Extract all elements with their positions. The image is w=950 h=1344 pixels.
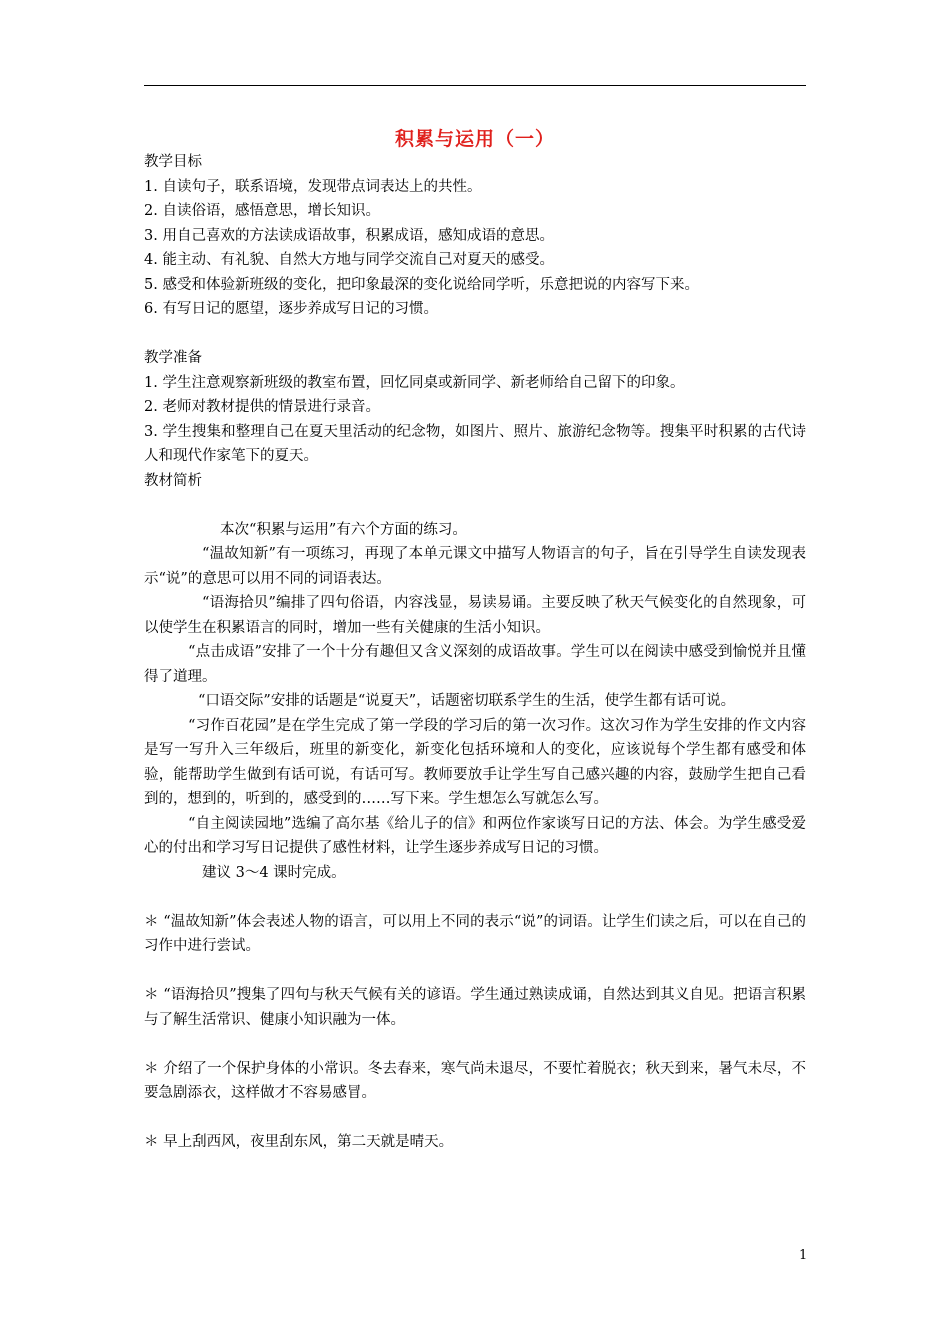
preparation-heading: 教学准备 (144, 350, 202, 366)
analysis-paragraph: “语海拾贝”编排了四句俗语，内容浅显，易读易诵。主要反映了秋天气候变化的自然现象，可以使学生在积累语言的同时，增加一些有关健康的生活小知识。 (144, 595, 806, 636)
preparation-item: 3. 学生搜集和整理自己在夏天里活动的纪念物，如图片、照片、旅游纪念物等。搜集平时积累的古代诗人和现代作家笔下的夏天。 (144, 423, 806, 464)
objective-item: 5. 感受和体验新班级的变化，把印象最深的变化说给同学听，乐意把说的内容写下来。 (144, 276, 699, 293)
analysis-paragraph: “自主阅读园地”选编了高尔基《给儿子的信》和两位作家谈写日记的方法、体会。为学生感受爱心的付出和学习写日记提供了感性材料，让学生逐步养成写日记的习惯。 (144, 815, 806, 856)
objective-item: 4. 能主动、有礼貌、自然大方地与同学交流自己对夏天的感受。 (144, 252, 554, 268)
analysis-paragraph: 本次“积累与运用”有六个方面的练习。 (220, 521, 467, 538)
analysis-paragraph: 建议 3～4 课时完成。 (202, 864, 346, 881)
analysis-paragraph: “温故知新”有一项练习，再现了本单元课文中描写人物语言的句子，旨在引导学生自读发现表示“说”的意思可以用不同的词语表达。 (144, 546, 806, 587)
preparation-item: 2. 老师对教材提供的情景进行录音。 (144, 399, 380, 415)
document-body (144, 150, 806, 1155)
note-item: ＊ “温故知新”体会表述人物的语言，可以用上不同的表示“说”的词语。让学生们读之后，可以在自己的习作中进行尝试。 (144, 913, 806, 954)
objectives-heading: 教学目标 (144, 154, 202, 170)
analysis-heading: 教材简析 (144, 472, 202, 489)
note-item: ＊ 介绍了一个保护身体的小常识。冬去春来，寒气尚未退尽，不要忙着脱衣；秋天到来，暑气未尽，不要急剧添衣，这样做才不容易感冒。 (144, 1060, 806, 1101)
objective-item: 1. 自读句子，联系语境，发现带点词表达上的共性。 (144, 178, 482, 195)
document-title: 积累与运用（一） (394, 128, 555, 150)
header-rule (144, 85, 806, 86)
analysis-paragraph: “习作百花园”是在学生完成了第一学段的学习后的第一次习作。这次习作为学生安排的作文内容是写一写升入三年级后，班里的新变化，新变化包括环境和人的变化，应该说每个学生都有感受和体验，能帮助学生做到有话可说，有话可写。教师要放手让学生写自己感兴趣的内容，鼓励学生把自己看到的，想到的，听到的，感受到的……写下来。学生想怎么写就怎么写。 (144, 717, 806, 807)
objective-item: 3. 用自己喜欢的方法读成语故事，积累成语，感知成语的意思。 (144, 227, 554, 244)
preparation-item: 1. 学生注意观察新班级的教室布置，回忆同桌或新同学、新老师给自己留下的印象。 (144, 374, 685, 391)
analysis-paragraph: “点击成语”安排了一个十分有趣但又含义深刻的成语故事。学生可以在阅读中感受到愉悦并且懂得了道理。 (144, 644, 806, 685)
objective-item: 6. 有写日记的愿望，逐步养成写日记的习惯。 (144, 301, 438, 317)
analysis-paragraph: “口语交际”安排的话题是“说夏天”，话题密切联系学生的生活，使学生都有话可说。 (198, 693, 736, 709)
note-item: ＊ 早上刮西风，夜里刮东风，第二天就是晴天。 (144, 1134, 454, 1150)
page-number: 1 (799, 1248, 808, 1263)
note-item: ＊ “语海拾贝”搜集了四句与秋天气候有关的谚语。学生通过熟读成诵，自然达到其义自见。把语言积累与了解生活常识、健康小知识融为一体。 (144, 987, 806, 1028)
objective-item: 2. 自读俗语，感悟意思，增长知识。 (144, 203, 380, 219)
